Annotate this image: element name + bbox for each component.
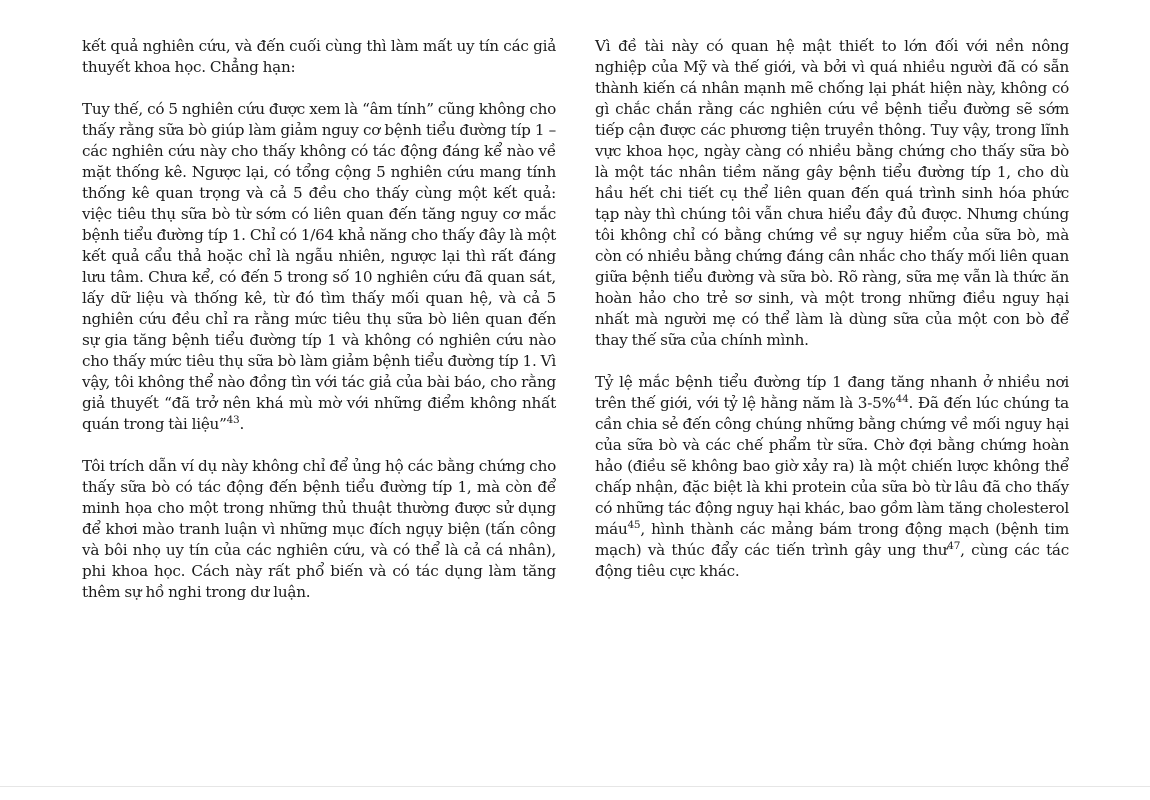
paragraph-text: . Đã đến lúc chúng ta cần chia sẻ đến công chúng những bằng chứng về mối nguy hại của sữa bò và các chế phẩm từ sữa. Chờ đợi bằng chứng hoàn hảo (điều sẽ không bao giờ xảy ra) là một chiến lược không thể chấp nhận, đặc biệt là khi protein của sữa bò từ lâu đã cho thấy có những tác động nguy hại khác, bao gồm làm tăng cholesterol máu <box>595 394 1069 538</box>
paragraph <box>595 372 1069 582</box>
right-text-column <box>595 36 1069 582</box>
footnote-reference: 47 <box>947 539 961 552</box>
paragraph <box>82 456 556 603</box>
paragraph-text: Tỷ lệ mắc bệnh tiểu đường típ 1 đang tăng nhanh ở nhiều nơi trên thế giới, với tỷ lệ hằng năm là 3-5% <box>595 373 1069 412</box>
paragraph-text: , cùng các tác động tiêu cực khác. <box>595 541 1069 580</box>
page-bottom-divider <box>0 786 1150 787</box>
paragraph-text: , hình thành các mảng bám trong động mạch (bệnh tim mạch) và thúc đẩy các tiến trình gây ung thư <box>595 520 1069 559</box>
footnote-reference: 43 <box>226 413 240 426</box>
paragraph-text: Tuy thế, có 5 nghiên cứu được xem là “âm tính” cũng không cho thấy rằng sữa bò giúp làm giảm nguy cơ bệnh tiểu đường típ 1 – các nghiên cứu này cho thấy không có tác động đáng kể nào về mặt thống kê. Ngược lại, có tổng cộng 5 nghiên cứu mang tính thống kê quan trọng và cả 5 đều cho thấy cùng một kết quả: việc tiêu thụ sữa bò từ sớm có liên quan đến tăng nguy cơ mắc bệnh tiểu đường típ 1. Chỉ có 1/64 khả năng cho thấy đây là một kết quả cẩu thả hoặc chỉ là ngẫu nhiên, ngược lại thì rất đáng lưu tâm. Chưa kể, có đến 5 trong số 10 nghiên cứu đã quan sát, lấy dữ liệu và thống kê, từ đó tìm thấy mối quan hệ, và cả 5 nghiên cứu đều chỉ ra rằng mức tiêu thụ sữa bò liên quan đến sự gia tăng bệnh tiểu đường típ 1 và không có nghiên cứu nào cho thấy mức tiêu thụ sữa bò làm giảm bệnh tiểu đường típ 1. Vì vậy, tôi không thể nào đồng tìn với tác giả của bài báo, cho rằng giả thuyết “đã trở nên khá mù mờ với những điểm không nhất quán trong tài liệu” <box>82 100 556 433</box>
paragraph-text: Tôi trích dẫn ví dụ này không chỉ để ủng hộ các bằng chứng cho thấy sữa bò có tác động đến bệnh tiểu đường típ 1, mà còn để minh họa cho một trong những thủ thuật thường được sử dụng để khơi mào tranh luận vì những mục đích ngụy biện (tấn công và bôi nhọ uy tín của các nghiên cứu, và có thể là cả cá nhân), phi khoa học. Cách này rất phổ biến và có tác dụng làm tăng thêm sự hồ nghi trong dư luận. <box>82 457 556 601</box>
paragraph <box>82 99 556 435</box>
footnote-reference: 45 <box>627 518 641 531</box>
paragraph <box>82 36 556 78</box>
paragraph-text: Vì đề tài này có quan hệ mật thiết to lớn đối với nền nông nghiệp của Mỹ và thế giới, và bởi vì quá nhiều người đã có sẵn thành kiến cá nhân mạnh mẽ chống lại phát hiện này, không có gì chắc chắn rằng các nghiên cứu về bệnh tiểu đường sẽ sớm tiếp cận được các phương tiện truyền thông. Tuy vậy, trong lĩnh vực khoa học, ngày càng có nhiều bằng chứng cho thấy sữa bò là một tác nhân tiềm năng gây bệnh tiểu đường típ 1, cho dù hầu hết chi tiết cụ thể liên quan đến quá trình sinh hóa phức tạp này thì chúng tôi vẫn chưa hiểu đầy đủ được. Nhưng chúng tôi không chỉ có bằng chứng về sự nguy hiểm của sữa bò, mà còn có nhiều bằng chứng đáng cân nhắc cho thấy mối liên quan giữa bệnh tiểu đường và sữa bò. Rõ ràng, sữa mẹ vẫn là thức ăn hoàn hảo cho trẻ sơ sinh, và một trong những điều nguy hại nhất mà người mẹ có thể làm là dùng sữa của một con bò để thay thế sữa của chính mình. <box>595 37 1069 349</box>
left-text-column <box>82 36 556 603</box>
paragraph-text: kết quả nghiên cứu, và đến cuối cùng thì làm mất uy tín các giả thuyết khoa học. Chẳng hạn: <box>82 37 556 76</box>
paragraph <box>595 36 1069 351</box>
footnote-reference: 44 <box>895 392 909 405</box>
paragraph-text: . <box>239 415 245 433</box>
